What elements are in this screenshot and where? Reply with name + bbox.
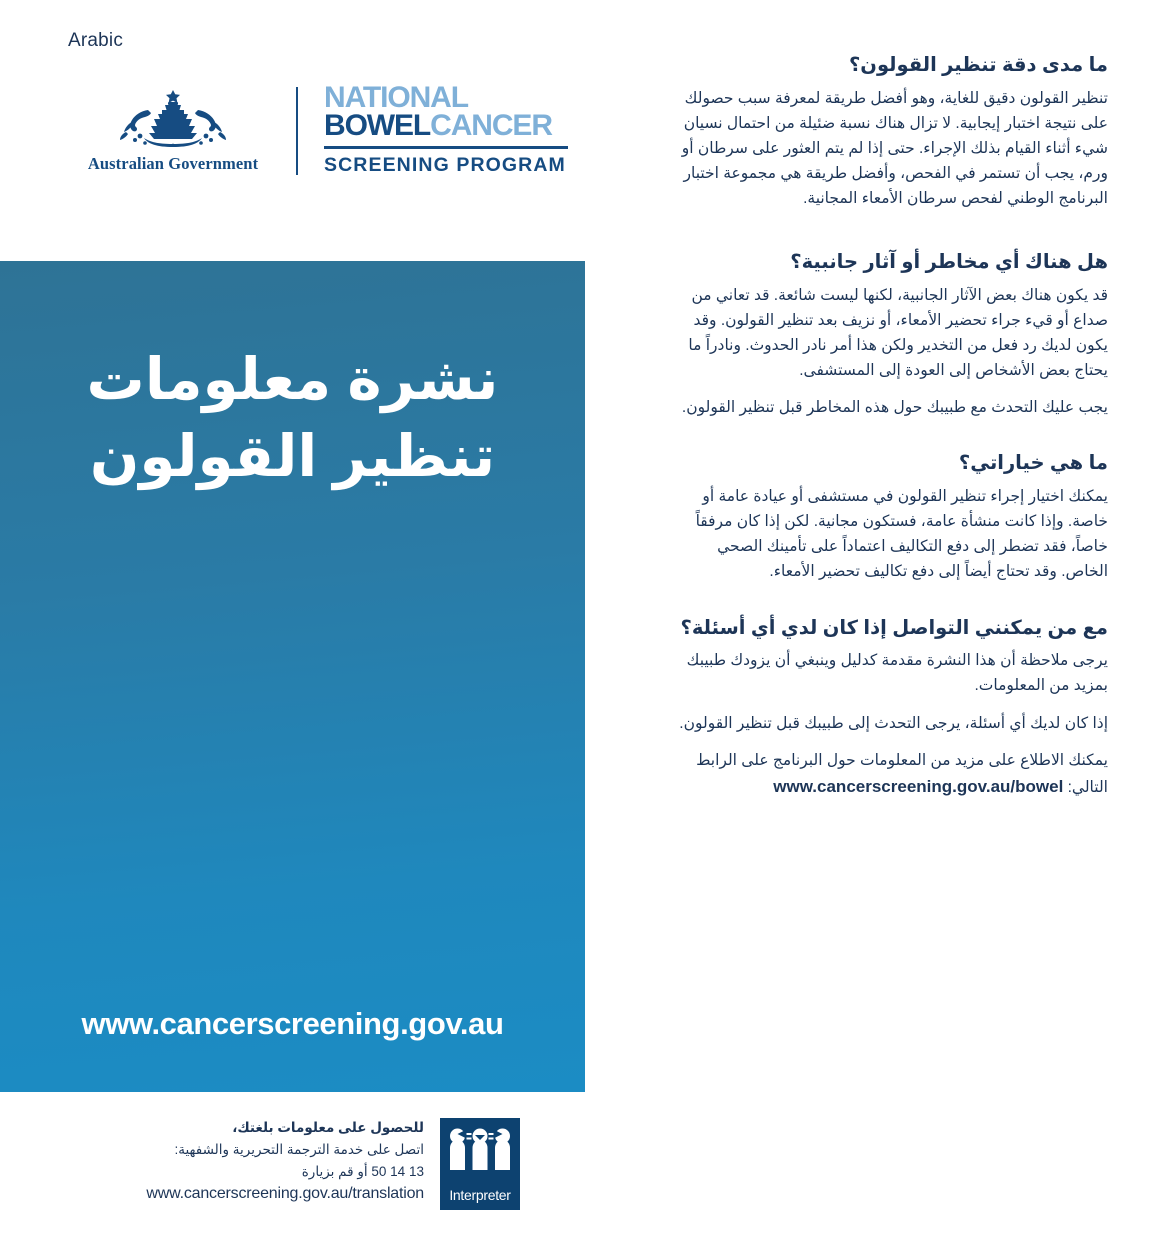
section-paragraph: يجب عليك التحدث مع طبيبك حول هذه المخاطر قبل تنظير القولون. <box>681 399 1108 417</box>
australian-coat-of-arms-icon <box>118 88 228 150</box>
header-logo-band <box>68 78 568 183</box>
footer-text-block <box>84 1118 424 1203</box>
footer-line-2: اتصل على خدمة الترجمة التحريرية والشفهية: <box>174 1141 424 1157</box>
section-heading: ما مدى دقة تنظير القولون؟ <box>848 54 1108 76</box>
section-risks <box>676 249 1108 420</box>
program-logo-rule <box>324 146 568 149</box>
section-heading: ما هي خياراتي؟ <box>958 452 1108 475</box>
section-paragraph: قد يكون هناك بعض الآثار الجانبية، لكنها ليست شائعة. قد تعاني من صداع أو قيء جراء تحضير الأمعاء، أو نزيف بعد تنظير القولون. وقد يكون لديك رد فعل من التخدير ولكن هذا أمر نادر الحدوث. ونادراً ما يحتاج بعض الأشخاص إلى العودة إلى المستشفى. <box>688 286 1108 380</box>
section-paragraph: يمكنك اختيار إجراء تنظير القولون في مستشفى أو عيادة عامة أو خاصة. وإذا كانت منشأة عامة، فستكون مجانية. لكن إذا كان مرفقاً خاصاً، فقد تضطر إلى دفع التكاليف اعتماداً على تأمينك الصحي الخاص. وقد تحتاج أيضاً إلى دفع تكاليف تحضير الأمعاء. <box>695 488 1108 581</box>
program-logo-line-national: NATIONAL <box>324 81 468 115</box>
footer-line-3: 13 14 50 أو قم بزيارة <box>301 1163 424 1179</box>
interpreter-three-figures-icon <box>440 1118 520 1184</box>
interpreter-badge <box>440 1118 520 1210</box>
translation-service-url[interactable]: www.cancerscreening.gov.au/translation <box>146 1184 424 1202</box>
section-heading: هل هناك أي مخاطر أو آثار جانبية؟ <box>790 251 1108 274</box>
closing-prefix-text: يمكنك الاطلاع على مزيد من المعلومات حول البرنامج على الرابط التالي: <box>696 751 1108 796</box>
section-contact <box>676 615 1108 801</box>
logo-divider <box>296 87 298 175</box>
bowel-program-url[interactable]: www.cancerscreening.gov.au/bowel <box>773 776 1064 796</box>
government-logo-text: Australian Government <box>87 153 259 173</box>
section-options <box>676 450 1108 584</box>
section-accuracy <box>676 52 1108 211</box>
program-logo <box>324 81 568 177</box>
section-paragraph: تنظير القولون دقيق للغاية، وهو أفضل طريقة لمعرفة سبب حصولك على نتيجة اختبار إيجابية. لا تزال هناك نسبة ضئيلة من احتمال نسيان شيء أثناء القيام بذلك الإجراء. حتى إذا لم يتم العثور على سرطان أو ورم، يجب أن تستمر في الفحص، وأفضل طريقة هي مجموعة اختبار البرنامج الوطني لفحص سرطان الأمعاء المجانية. <box>681 89 1108 208</box>
content-column <box>676 52 1108 812</box>
language-label: Arabic <box>68 30 124 51</box>
footer <box>60 1118 520 1218</box>
program-logo-word-bowel: BOWEL <box>324 109 431 143</box>
hero-panel <box>0 261 585 1092</box>
interpreter-label: Interpreter <box>449 1187 511 1203</box>
footer-line-1: للحصول على معلومات بلغتك، <box>232 1120 424 1135</box>
hero-title: نشرة معلومات تنظير القولون <box>86 347 499 490</box>
program-logo-line-bowelcancer <box>324 109 568 143</box>
section-spacer <box>676 223 1108 249</box>
section-spacer <box>676 597 1108 615</box>
program-logo-word-cancer: CANCER <box>430 109 552 143</box>
section-spacer <box>676 432 1108 450</box>
section-closing-line <box>676 748 1108 801</box>
section-paragraph: إذا كان لديك أي أسئلة، يرجى التحدث إلى طبيبك قبل تنظير القولون. <box>679 714 1108 732</box>
section-heading: مع من يمكنني التواصل إذا كان لدي أي أسئلة؟ <box>680 616 1108 639</box>
section-paragraph: يرجى ملاحظة أن هذا النشرة مقدمة كدليل وينبغي أن يزودك طبيبك بمزيد من المعلومات. <box>686 652 1108 695</box>
program-logo-line-screening-program: SCREENING PROGRAM <box>324 153 566 176</box>
australian-government-logo <box>68 88 278 174</box>
hero-website-url[interactable]: www.cancerscreening.gov.au <box>81 1006 504 1041</box>
